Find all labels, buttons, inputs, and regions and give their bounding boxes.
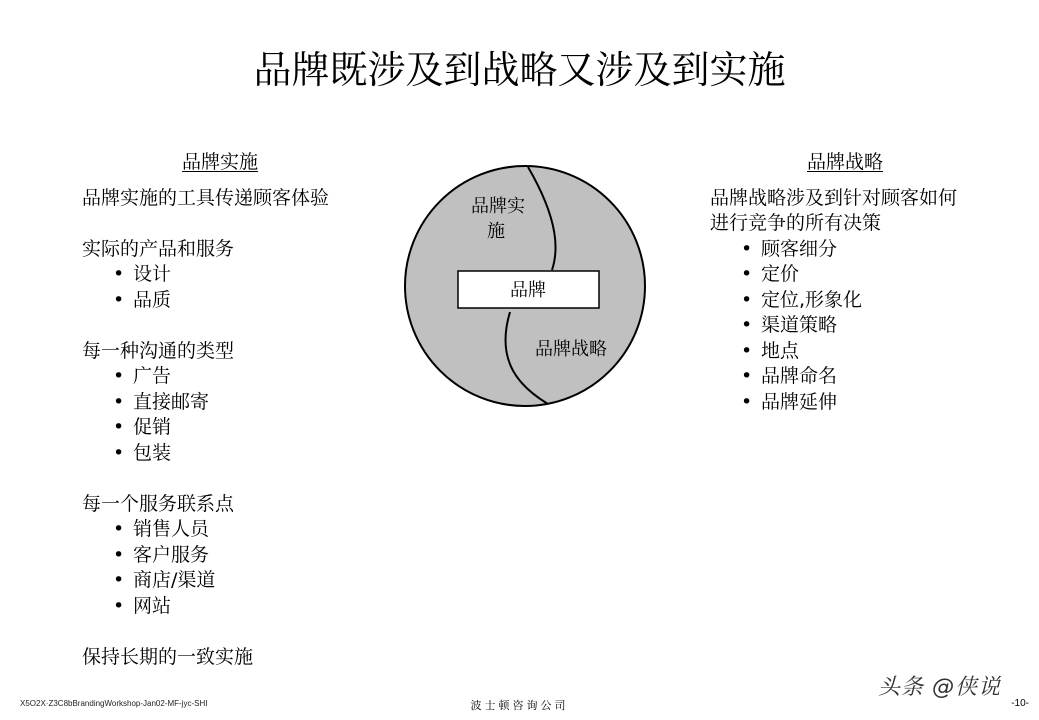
list-item: • 定位,形象化	[710, 288, 1010, 314]
bottom-label: 品牌战略	[535, 339, 607, 360]
bullet-list	[82, 364, 412, 466]
brand-circle-diagram	[400, 162, 650, 412]
brand-implementation-column	[82, 150, 412, 670]
top-label-line1: 品牌实	[471, 196, 525, 217]
brand-strategy-intro-line1: 品牌战略涉及到针对顾客如何	[710, 186, 958, 209]
page-number: -10-	[1011, 698, 1029, 709]
brand-strategy-column	[710, 150, 1010, 415]
bullet-list	[82, 517, 412, 619]
list-item: • 广告	[82, 364, 412, 390]
section-label: 每一个服务联系点	[82, 492, 235, 515]
section-label: 每一种沟通的类型	[82, 339, 235, 362]
brand-implementation-heading: 品牌实施	[182, 151, 259, 173]
brand-implementation-intro: 品牌实施的工具传递顾客体验	[82, 186, 330, 209]
slide-title: 品牌既涉及到战略又涉及到实施	[253, 48, 786, 92]
list-item: • 顾客细分	[710, 237, 1010, 263]
list-item: • 包装	[82, 441, 412, 467]
list-item: • 销售人员	[82, 517, 412, 543]
list-item: • 设计	[82, 262, 412, 288]
bullet-list	[82, 262, 412, 313]
list-item: • 商店/渠道	[82, 568, 412, 594]
closing-statement: 保持长期的一致实施	[82, 645, 254, 668]
list-item: • 品质	[82, 288, 412, 314]
brand-strategy-heading: 品牌战略	[807, 151, 884, 173]
bullet-list	[710, 237, 1010, 416]
brand-diagram	[400, 162, 650, 412]
list-item: • 促销	[82, 415, 412, 441]
list-item: • 客户服务	[82, 543, 412, 569]
list-item: • 直接邮寄	[82, 390, 412, 416]
list-item: • 渠道策略	[710, 313, 1010, 339]
list-item: • 定价	[710, 262, 1010, 288]
brand-strategy-intro-line2: 进行竞争的所有决策	[710, 212, 882, 234]
list-item: • 品牌延伸	[710, 390, 1010, 416]
center-label: 品牌	[510, 280, 546, 301]
section-label: 实际的产品和服务	[82, 237, 235, 260]
list-item: • 地点	[710, 339, 1010, 365]
top-label-line2: 施	[487, 221, 505, 242]
watermark: 头条 @侠说	[878, 675, 1001, 700]
footer-file-reference: X5O2X·Z3C8bBrandingWorkshop-Jan02-MF-jyc-SHI	[20, 699, 208, 708]
list-item: • 品牌命名	[710, 364, 1010, 390]
list-item: • 网站	[82, 594, 412, 620]
footer-company: 波士顿咨询公司	[470, 699, 569, 712]
